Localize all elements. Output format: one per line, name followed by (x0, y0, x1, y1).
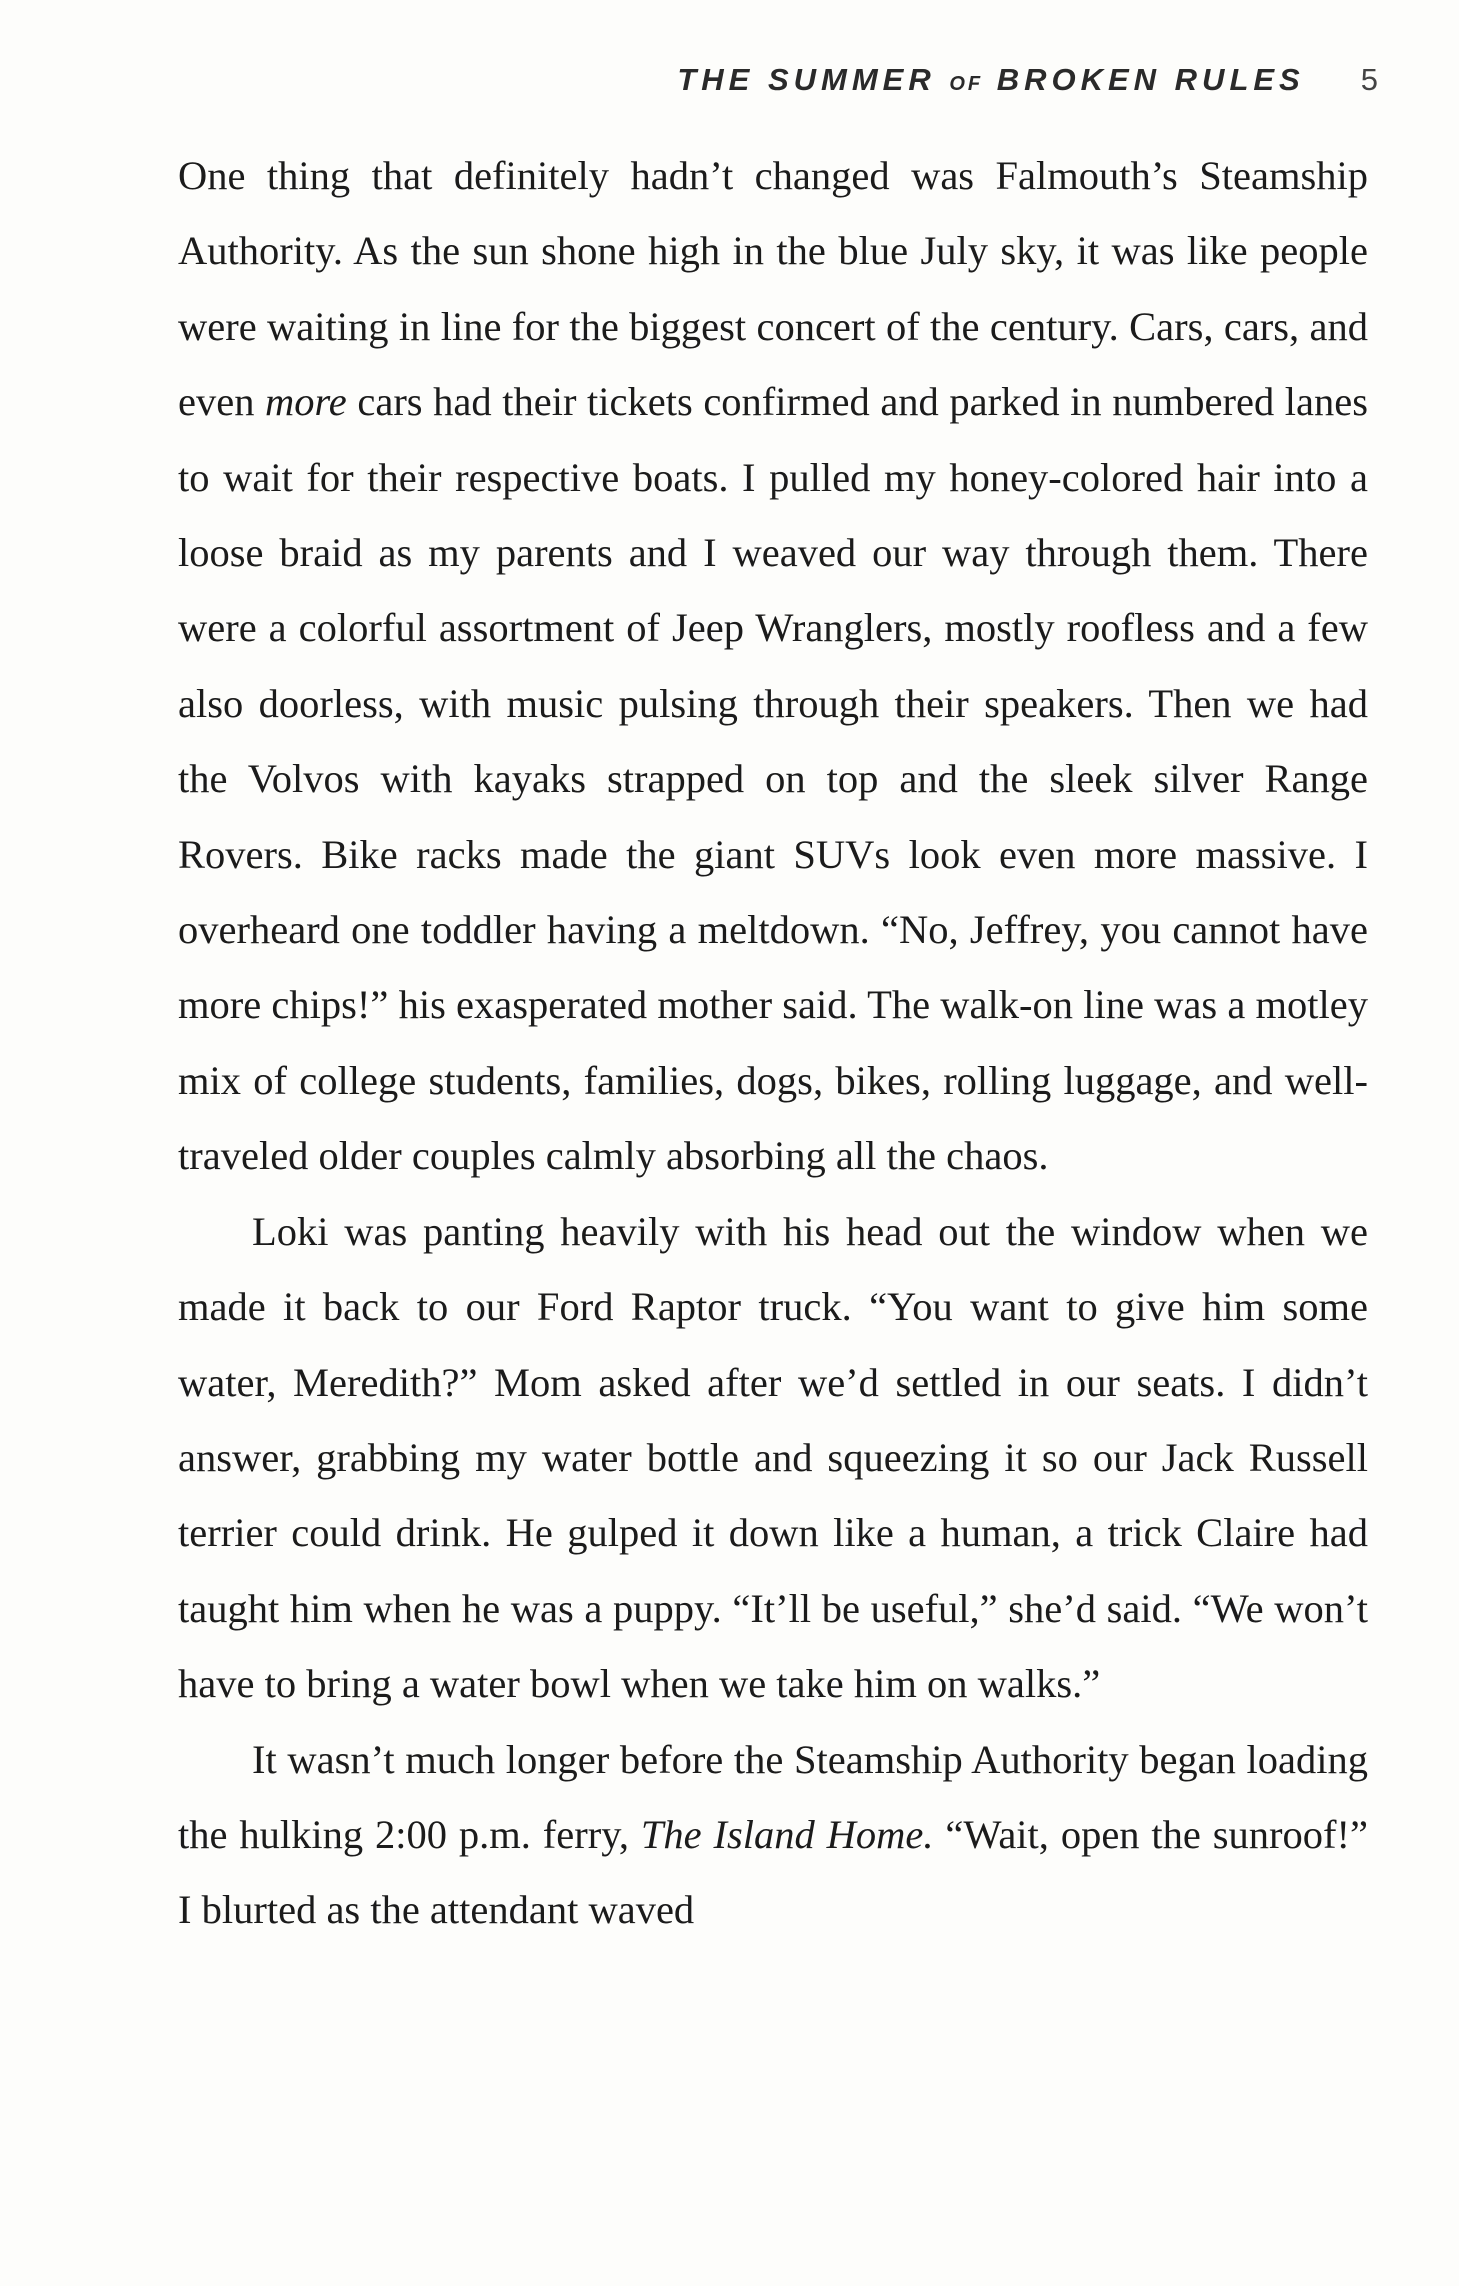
paragraph-text: “Wait, open the sunroof!” I blurted as the attendant waved (178, 1811, 1368, 1933)
running-head-title-small: OF (949, 73, 984, 95)
paragraph-text: cars had their tickets confirmed and parked in numbered lanes to wait for their respective boats. I pulled my honey-colored hair into a loose braid as my parents and I weaved our way through them. There were a colorful assortment of Jeep Wranglers, mostly roofless and a few also doorless, with music pulsing through their speakers. Then we had the Volvos with kayaks strapped on top and the sleek silver Range Rovers. Bike racks made the giant SUVs look even more massive. I overheard one toddler having a meltdown. “No, Jeffrey, you cannot have more chips!” his exasperated mother said. The walk-on line was a motley mix of college students, families, dogs, bikes, rolling luggage, and well-traveled older couples calmly absorbing all the chaos. (178, 379, 1368, 1179)
running-head-title (677, 62, 1304, 97)
paragraph-text: Loki was panting heavily with his head out the window when we made it back to our Ford Raptor truck. “You want to give him some water, Meredith?” Mom asked after we’d settled in our seats. I didn’t answer, grabbing my water bottle and squeezing it so our Jack Russell terrier could drink. He gulped it down like a human, a trick Claire had taught him when he was a puppy. “It’ll be useful,” she’d said. “We won’t have to bring a water bowl when we take him on walks.” (178, 1208, 1368, 1707)
page-number: 5 (1360, 62, 1378, 97)
paragraph (178, 1194, 1368, 1722)
paragraph-text: It wasn’t much longer before the Steamship Authority began loading the hulking 2:00 p.m. ferry, (178, 1736, 1368, 1857)
body-text (178, 138, 1368, 1948)
italic-text: more (265, 379, 347, 425)
running-head-title-part1: THE SUMMER (677, 62, 950, 97)
running-head (178, 62, 1378, 112)
italic-text: The Island Home. (640, 1811, 934, 1857)
paragraph (178, 138, 1368, 1194)
running-head-title-part2: BROKEN RULES (983, 62, 1305, 97)
paragraph-text: One thing that definitely hadn’t changed was Falmouth’s Steamship Authority. As the sun shone high in the blue July sky, it was like people were waiting in line for the biggest concert of the century. Cars, cars, and even (178, 153, 1368, 425)
paragraph (178, 1722, 1368, 1948)
